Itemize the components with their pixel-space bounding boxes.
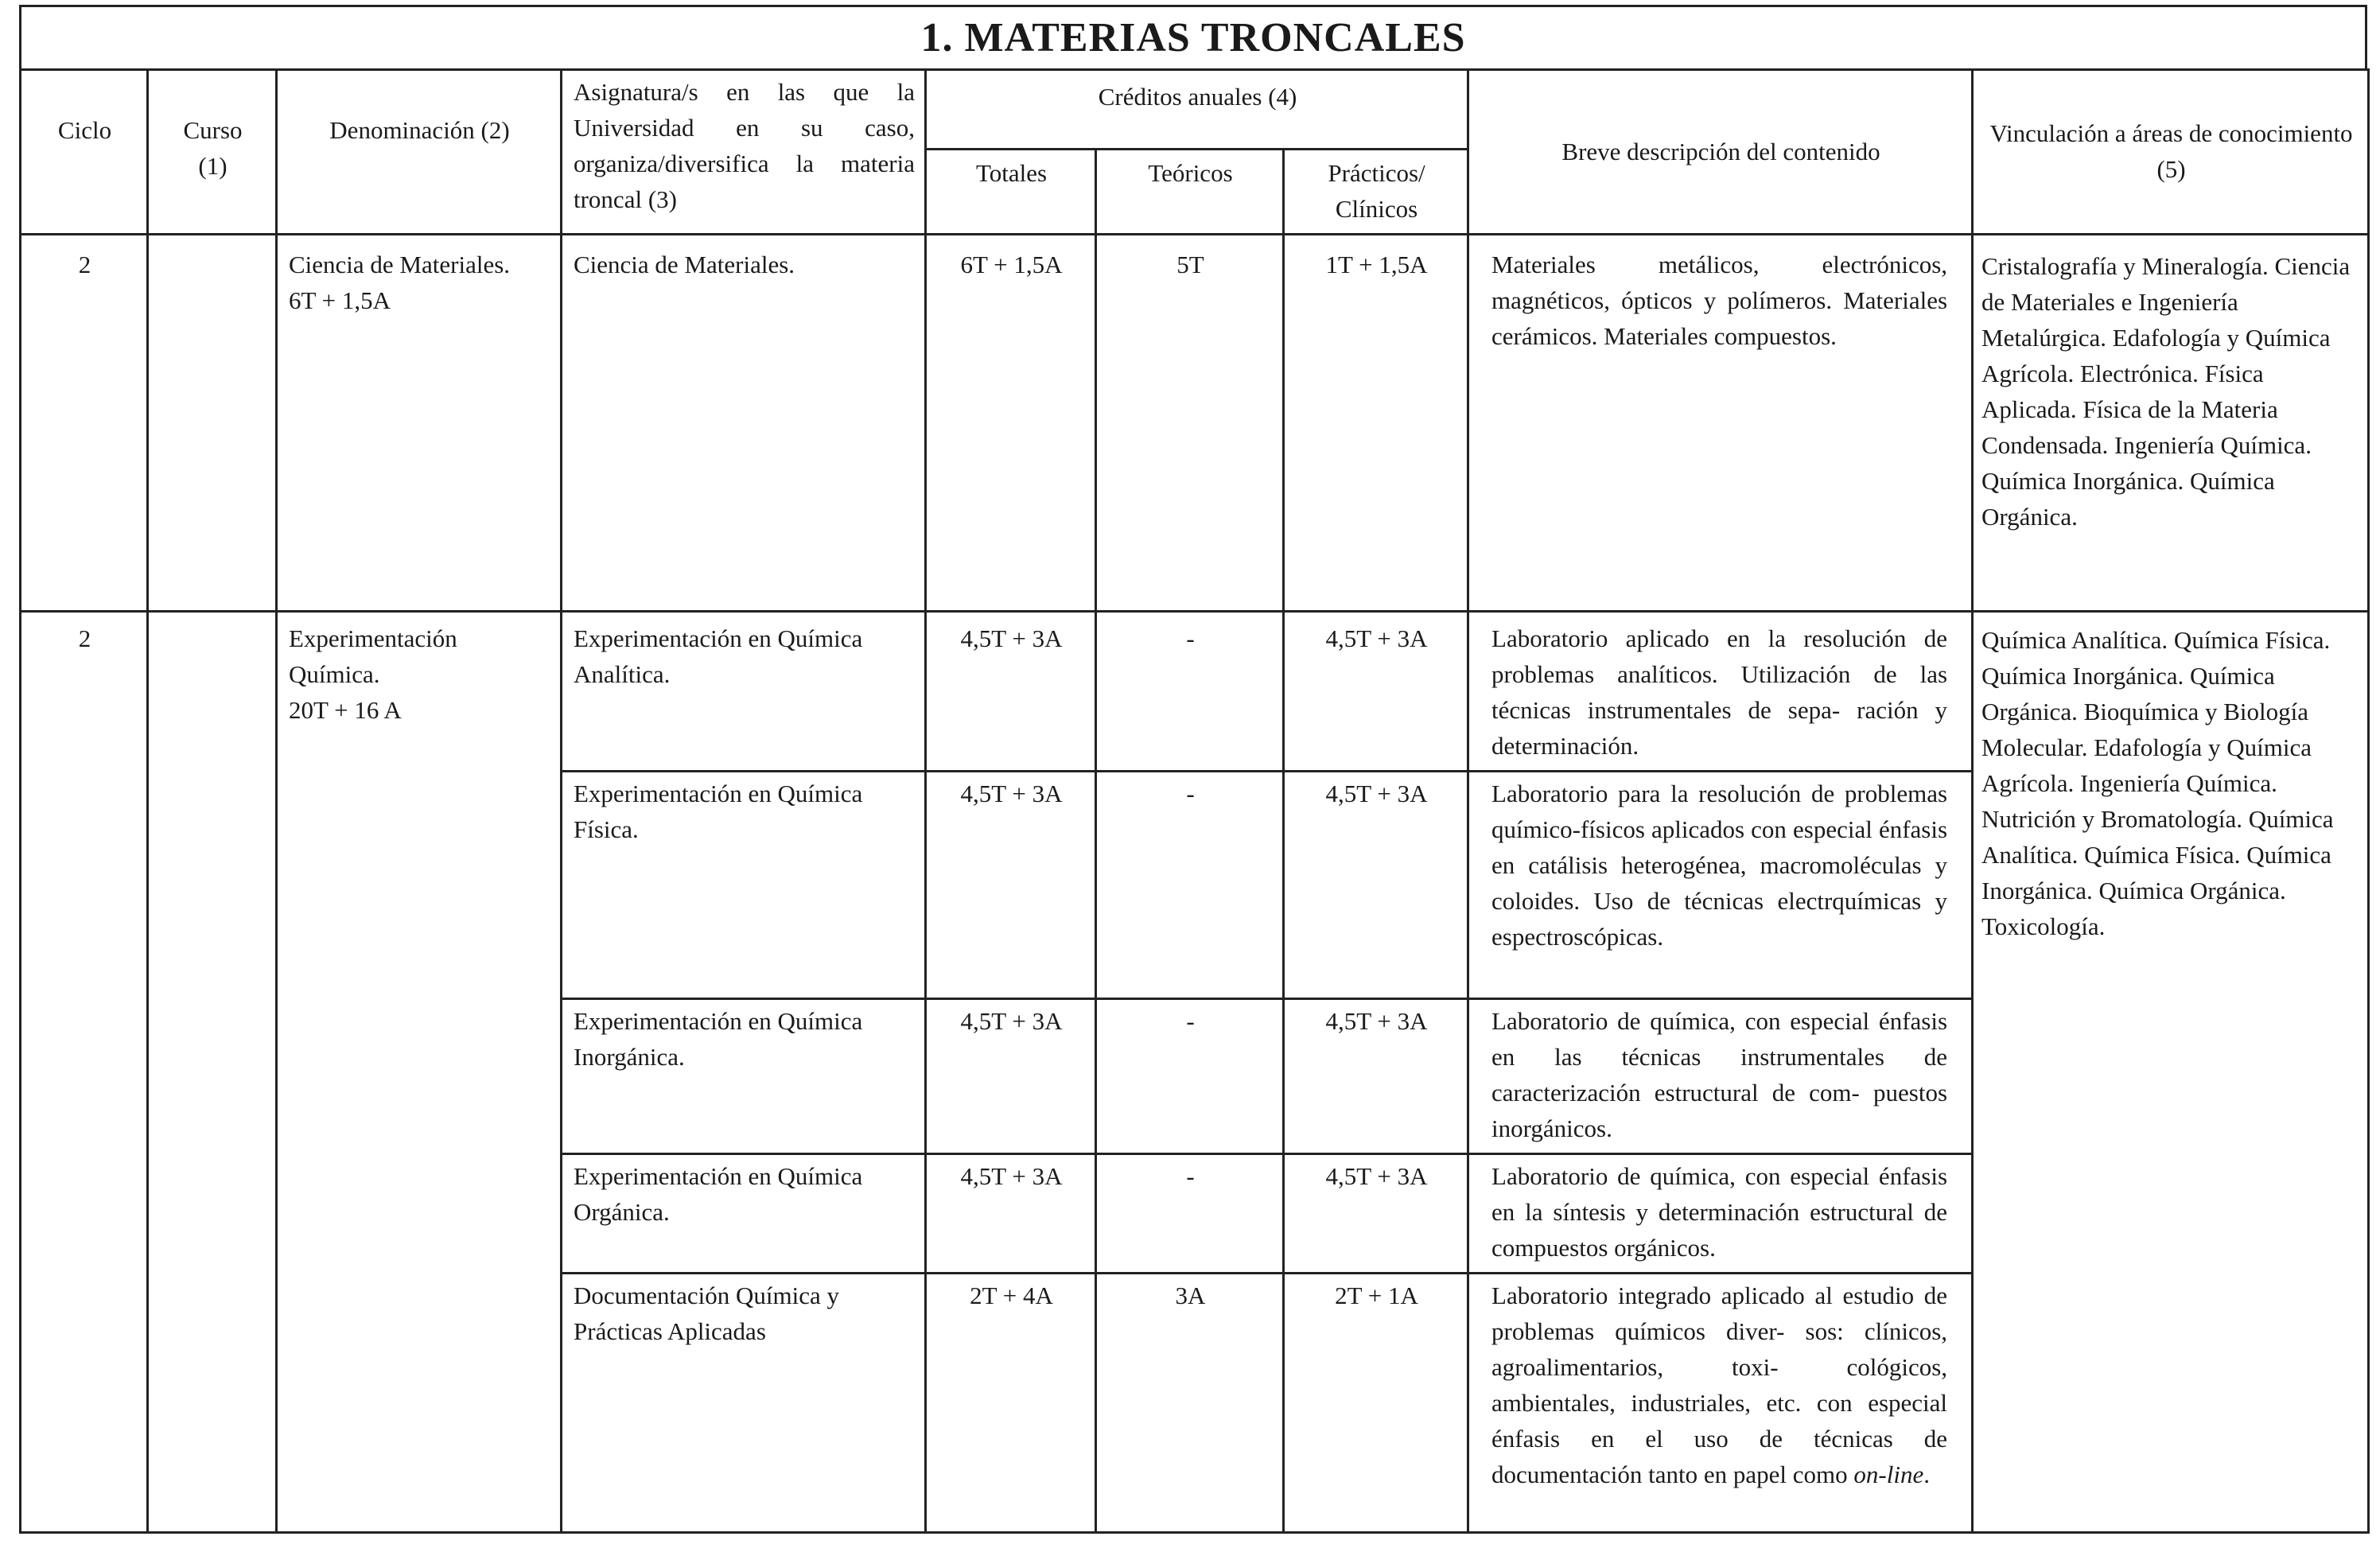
creditos-teoricos: -	[1096, 772, 1284, 999]
subject-name: Experimentación en Química Inorgánica.	[562, 999, 926, 1154]
subject-name: Documentación Química y Prácticas Aplicadas	[562, 1274, 926, 1533]
vinculacion-cell: Química Analítica. Química Física. Química Inorgánica. Química Orgánica. Bioquímica y Biología Molecular. Edafología y Química Agrícola. Ingeniería Química. Nutrición y Bromatología. Química Analítica. Química Física. Química Inorgánica. Química Orgánica. Toxicología.	[1973, 612, 2369, 1533]
creditos-teoricos: -	[1096, 612, 1284, 772]
header-asignaturas: Asignatura/s en las que la Universidad en su caso, organiza/diversifica la materia troncal (3)	[562, 70, 926, 235]
descripcion-cell: Materiales metálicos, electrónicos, magnéticos, ópticos y polímeros. Materiales cerámicos. Materiales compuestos.	[1468, 235, 1973, 612]
header-denominacion: Denominación (2)	[277, 70, 562, 235]
creditos-totales: 4,5T + 3A	[926, 612, 1096, 772]
denominacion-cell	[277, 612, 562, 1533]
creditos-totales: 4,5T + 3A	[926, 999, 1096, 1154]
subject-name: Experimentación en Química Orgánica.	[562, 1154, 926, 1274]
creditos-teoricos: 3A	[1096, 1274, 1284, 1533]
header-vinculacion: Vinculación a áreas de conocimiento (5)	[1973, 70, 2369, 235]
table-row	[21, 235, 2369, 612]
descripcion-italic: on-line	[1853, 1460, 1924, 1488]
creditos-practicos: 4,5T + 3A	[1284, 772, 1468, 999]
header-curso-label: Curso	[183, 116, 243, 144]
ciclo-cell: 2	[21, 612, 148, 1533]
header-ciclo: Ciclo	[21, 70, 148, 235]
header-row-1	[21, 70, 2369, 150]
materias-table	[19, 68, 2370, 1534]
header-curso-note: (1)	[198, 152, 228, 180]
creditos-totales: 6T + 1,5A	[926, 235, 1096, 612]
creditos-totales: 4,5T + 3A	[926, 772, 1096, 999]
creditos-teoricos: -	[1096, 1154, 1284, 1274]
denominacion-credits: 20T + 16 A	[289, 696, 402, 724]
descripcion-cell	[1468, 1274, 1973, 1533]
creditos-totales: 4,5T + 3A	[926, 1154, 1096, 1274]
denominacion-cell	[277, 235, 562, 612]
header-curso	[148, 70, 277, 235]
denominacion-name: Ciencia de Materiales.	[289, 251, 511, 278]
subject-name: Experimentación en Química Física.	[562, 772, 926, 999]
header-practicos	[1284, 150, 1468, 235]
creditos-totales: 2T + 4A	[926, 1274, 1096, 1533]
creditos-practicos: 2T + 1A	[1284, 1274, 1468, 1533]
descripcion-text: Laboratorio integrado aplicado al estudio de problemas químicos diver- sos: clínicos, agroalimentarios, toxi- cológicos, ambientales, industriales, etc. con especial énfasis en el uso de técnicas de documentación tanto en papel como	[1491, 1282, 1948, 1488]
creditos-practicos: 1T + 1,5A	[1284, 235, 1468, 612]
header-descripcion: Breve descripción del contenido	[1468, 70, 1973, 235]
descripcion-cell: Laboratorio aplicado en la resolución de problemas analíticos. Utilización de las técnicas instrumentales de sepa- ración y determinación.	[1468, 612, 1973, 772]
denominacion-credits: 6T + 1,5A	[289, 286, 391, 314]
denominacion-name: Experimentación Química.	[289, 624, 457, 688]
ciclo-cell: 2	[21, 235, 148, 612]
vinculacion-cell: Cristalografía y Mineralogía. Ciencia de Materiales e Ingeniería Metalúrgica. Edafología y Química Agrícola. Electrónica. Física Aplicada. Física de la Materia Condensada. Ingeniería Química. Química Inorgánica. Química Orgánica.	[1973, 235, 2369, 612]
creditos-practicos: 4,5T + 3A	[1284, 612, 1468, 772]
descripcion-cell: Laboratorio para la resolución de problemas químico-físicos aplicados con especial énfasis en catálisis heterogénea, macromoléculas y coloides. Uso de técnicas electrquímicas y espectroscópicas.	[1468, 772, 1973, 999]
table-row	[21, 612, 2369, 772]
subject-name: Experimentación en Química Analítica.	[562, 612, 926, 772]
curso-cell	[148, 612, 277, 1533]
page-title: 1. MATERIAS TRONCALES	[19, 5, 2367, 68]
creditos-practicos: 4,5T + 3A	[1284, 1154, 1468, 1274]
header-totales: Totales	[926, 150, 1096, 235]
document-page	[19, 5, 2367, 1524]
header-teoricos: Teóricos	[1096, 150, 1284, 235]
creditos-teoricos: 5T	[1096, 235, 1284, 612]
creditos-practicos: 4,5T + 3A	[1284, 999, 1468, 1154]
curso-cell	[148, 235, 277, 612]
creditos-teoricos: -	[1096, 999, 1284, 1154]
header-clinicos-label: Clínicos	[1335, 195, 1418, 223]
header-practicos-label: Prácticos/	[1328, 159, 1425, 187]
descripcion-cell: Laboratorio de química, con especial énfasis en las técnicas instrumentales de caracterización estructural de com- puestos inorgánicos.	[1468, 999, 1973, 1154]
header-creditos: Créditos anuales (4)	[926, 70, 1468, 150]
descripcion-end: .	[1923, 1460, 1930, 1488]
subject-name: Ciencia de Materiales.	[562, 235, 926, 612]
descripcion-cell: Laboratorio de química, con especial énfasis en la síntesis y determinación estructural de compuestos orgánicos.	[1468, 1154, 1973, 1274]
